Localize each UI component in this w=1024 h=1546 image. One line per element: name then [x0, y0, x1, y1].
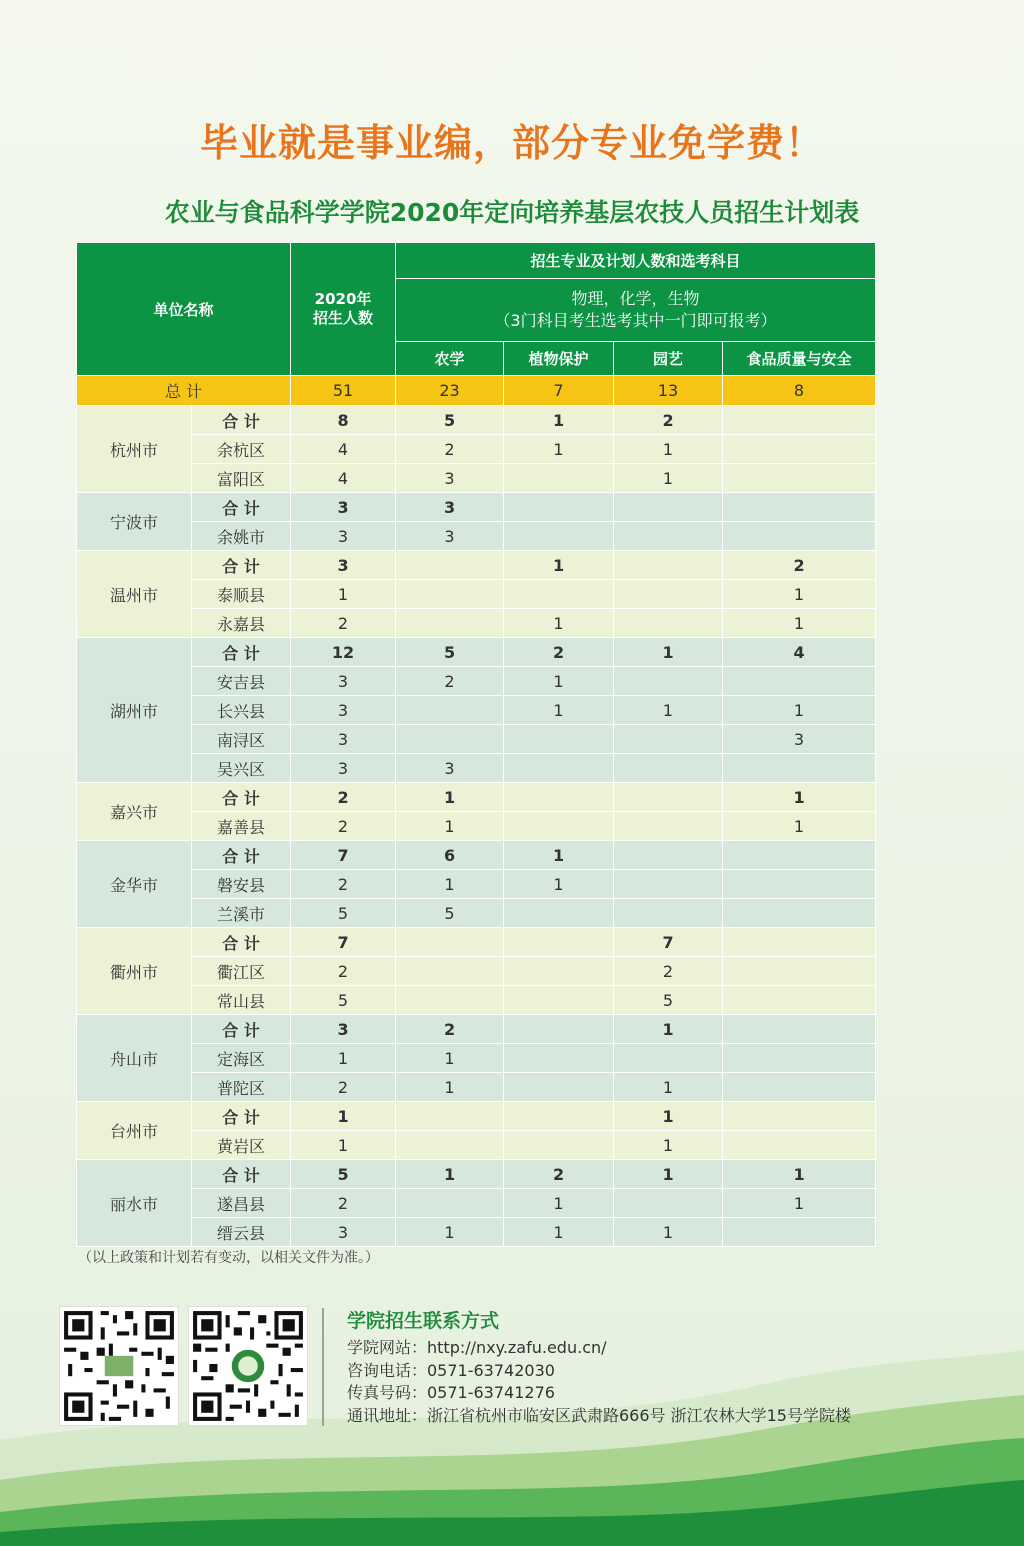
count-cell	[504, 464, 614, 493]
count-cell: 3	[396, 754, 504, 783]
count-cell: 1	[504, 1189, 614, 1218]
total-cell: 8	[723, 376, 876, 406]
count-cell: 1	[504, 609, 614, 638]
count-cell: 1	[614, 435, 723, 464]
count-cell	[504, 1102, 614, 1131]
row-label: 合 计	[192, 493, 291, 522]
count-cell: 1	[396, 1073, 504, 1102]
subjects-line2: （3门科目考生选考其中一门即可报考）	[494, 311, 777, 330]
count-cell: 1	[614, 1073, 723, 1102]
enrollment-count-header	[291, 243, 396, 376]
district-row	[77, 667, 876, 696]
policy-note: （以上政策和计划若有变动，以相关文件为准。）	[78, 1250, 379, 1266]
row-label: 遂昌县	[192, 1189, 291, 1218]
count-cell	[614, 1189, 723, 1218]
count-cell	[504, 725, 614, 754]
count-cell	[504, 1015, 614, 1044]
count-cell	[723, 435, 876, 464]
count-cell	[396, 928, 504, 957]
count-cell	[614, 725, 723, 754]
count-cell: 1	[291, 580, 396, 609]
count-cell: 1	[614, 464, 723, 493]
count-cell: 1	[723, 812, 876, 841]
count-cell: 5	[396, 638, 504, 667]
count-cell: 1	[396, 1160, 504, 1189]
count-cell	[614, 754, 723, 783]
count-cell: 1	[614, 1015, 723, 1044]
contact-fax: 传真号码：0571-63741276	[347, 1383, 555, 1402]
count-cell: 3	[396, 522, 504, 551]
major-group-header: 招生专业及计划人数和选考科目	[396, 243, 876, 279]
contact-phone: 咨询电话：0571-63742030	[347, 1360, 555, 1380]
count-cell: 2	[614, 957, 723, 986]
count-cell	[614, 551, 723, 580]
contact-divider	[322, 1308, 324, 1426]
count-cell: 2	[614, 406, 723, 435]
count-cell	[723, 1218, 876, 1247]
district-row	[77, 725, 876, 754]
count-cell: 1	[504, 667, 614, 696]
count-cell	[504, 928, 614, 957]
count-cell: 1	[614, 638, 723, 667]
count-cell: 1	[396, 812, 504, 841]
count-cell	[723, 841, 876, 870]
count-cell: 3	[291, 551, 396, 580]
count-cell	[614, 1044, 723, 1073]
row-label: 嘉善县	[192, 812, 291, 841]
row-label: 定海区	[192, 1044, 291, 1073]
grand-total-row	[77, 376, 876, 406]
count-cell: 2	[291, 783, 396, 812]
count-cell	[504, 957, 614, 986]
count-cell: 2	[291, 609, 396, 638]
district-row	[77, 609, 876, 638]
count-cell: 1	[504, 406, 614, 435]
count-cell: 1	[723, 696, 876, 725]
subjects-header	[396, 279, 876, 342]
enrollment-header-line1: 2020年	[314, 290, 372, 308]
headline: 毕业就是事业编，部分专业免学费！	[199, 121, 824, 165]
city-subtotal-row	[77, 1102, 876, 1131]
count-cell	[504, 899, 614, 928]
count-cell	[614, 667, 723, 696]
district-row	[77, 1218, 876, 1247]
city-subtotal-row	[77, 1015, 876, 1044]
total-cell: 13	[614, 376, 723, 406]
count-cell: 3	[291, 725, 396, 754]
count-cell: 2	[291, 957, 396, 986]
total-cell: 7	[504, 376, 614, 406]
page-title: 农业与食品科学学院2020年定向培养基层农技人员招生计划表	[164, 198, 860, 227]
count-cell: 7	[291, 841, 396, 870]
count-cell	[396, 696, 504, 725]
row-label: 合 计	[192, 1015, 291, 1044]
count-cell: 3	[291, 493, 396, 522]
district-row	[77, 754, 876, 783]
count-cell: 5	[291, 1160, 396, 1189]
count-cell: 2	[504, 1160, 614, 1189]
count-cell: 3	[291, 1218, 396, 1247]
row-label: 余杭区	[192, 435, 291, 464]
row-label: 长兴县	[192, 696, 291, 725]
count-cell	[723, 1131, 876, 1160]
count-cell	[504, 1073, 614, 1102]
count-cell: 1	[291, 1102, 396, 1131]
row-label: 合 计	[192, 928, 291, 957]
count-cell: 1	[396, 870, 504, 899]
city-subtotal-row	[77, 928, 876, 957]
enrollment-plan-table	[76, 242, 876, 1247]
count-cell: 8	[291, 406, 396, 435]
city-subtotal-row	[77, 841, 876, 870]
row-label: 永嘉县	[192, 609, 291, 638]
city-name: 台州市	[77, 1102, 192, 1160]
city-subtotal-row	[77, 551, 876, 580]
count-cell: 3	[396, 493, 504, 522]
city-subtotal-row	[77, 638, 876, 667]
city-name: 嘉兴市	[77, 783, 192, 841]
total-label: 总 计	[77, 376, 291, 406]
count-cell	[396, 551, 504, 580]
count-cell	[396, 1189, 504, 1218]
district-row	[77, 464, 876, 493]
count-cell	[723, 406, 876, 435]
district-row	[77, 1131, 876, 1160]
count-cell: 1	[396, 783, 504, 812]
row-label: 衢江区	[192, 957, 291, 986]
count-cell	[396, 580, 504, 609]
count-cell	[504, 493, 614, 522]
count-cell	[504, 812, 614, 841]
row-label: 常山县	[192, 986, 291, 1015]
row-label: 合 计	[192, 841, 291, 870]
total-cell: 51	[291, 376, 396, 406]
district-row	[77, 435, 876, 464]
city-name: 丽水市	[77, 1160, 192, 1247]
count-cell: 3	[291, 667, 396, 696]
count-cell: 1	[723, 609, 876, 638]
count-cell: 5	[291, 986, 396, 1015]
count-cell	[614, 899, 723, 928]
count-cell: 1	[723, 580, 876, 609]
district-row	[77, 1073, 876, 1102]
count-cell: 1	[723, 1189, 876, 1218]
count-cell: 3	[291, 522, 396, 551]
count-cell: 3	[723, 725, 876, 754]
count-cell: 1	[723, 1160, 876, 1189]
count-cell	[504, 783, 614, 812]
row-label: 黄岩区	[192, 1131, 291, 1160]
row-label: 余姚市	[192, 522, 291, 551]
row-label: 安吉县	[192, 667, 291, 696]
count-cell	[614, 609, 723, 638]
count-cell	[504, 754, 614, 783]
count-cell: 2	[723, 551, 876, 580]
count-cell: 3	[291, 754, 396, 783]
row-label: 泰顺县	[192, 580, 291, 609]
count-cell: 1	[504, 551, 614, 580]
district-row	[77, 986, 876, 1015]
city-name: 宁波市	[77, 493, 192, 551]
row-label: 合 计	[192, 638, 291, 667]
count-cell	[396, 957, 504, 986]
enrollment-header-line2: 招生人数	[313, 309, 374, 327]
count-cell	[723, 899, 876, 928]
count-cell: 7	[614, 928, 723, 957]
count-cell: 1	[504, 841, 614, 870]
count-cell	[396, 1131, 504, 1160]
count-cell: 1	[614, 1218, 723, 1247]
district-row	[77, 870, 876, 899]
count-cell: 1	[396, 1218, 504, 1247]
major-header-plant-protection: 植物保护	[504, 342, 614, 376]
count-cell: 2	[291, 1073, 396, 1102]
count-cell	[723, 957, 876, 986]
major-header-horticulture: 园艺	[614, 342, 723, 376]
count-cell: 2	[291, 1189, 396, 1218]
qr-code-icon	[59, 1306, 179, 1426]
count-cell: 2	[291, 812, 396, 841]
count-cell: 6	[396, 841, 504, 870]
count-cell: 2	[504, 638, 614, 667]
contact-title: 学院招生联系方式	[347, 1310, 500, 1332]
row-label: 兰溪市	[192, 899, 291, 928]
count-cell: 4	[291, 435, 396, 464]
row-label: 合 计	[192, 406, 291, 435]
count-cell: 1	[614, 1102, 723, 1131]
count-cell	[723, 667, 876, 696]
count-cell: 1	[504, 435, 614, 464]
count-cell: 1	[504, 870, 614, 899]
major-header-food-safety: 食品质量与安全	[723, 342, 876, 376]
contact-info	[347, 1306, 851, 1427]
count-cell	[723, 754, 876, 783]
count-cell: 4	[291, 464, 396, 493]
count-cell	[723, 1015, 876, 1044]
count-cell	[723, 464, 876, 493]
count-cell: 1	[291, 1131, 396, 1160]
district-row	[77, 1189, 876, 1218]
count-cell: 1	[291, 1044, 396, 1073]
row-label: 普陀区	[192, 1073, 291, 1102]
city-name: 杭州市	[77, 406, 192, 493]
subjects-line1: 物理，化学，生物	[571, 289, 700, 308]
district-row	[77, 957, 876, 986]
count-cell: 5	[291, 899, 396, 928]
count-cell: 4	[723, 638, 876, 667]
count-cell	[723, 986, 876, 1015]
contact-address: 通讯地址：浙江省杭州市临安区武肃路666号 浙江农林大学15号学院楼	[347, 1405, 851, 1425]
district-row	[77, 696, 876, 725]
count-cell	[504, 1044, 614, 1073]
count-cell: 7	[291, 928, 396, 957]
count-cell	[723, 1102, 876, 1131]
count-cell: 5	[614, 986, 723, 1015]
city-subtotal-row	[77, 406, 876, 435]
row-label: 磐安县	[192, 870, 291, 899]
count-cell: 3	[396, 464, 504, 493]
count-cell: 12	[291, 638, 396, 667]
count-cell	[723, 1073, 876, 1102]
row-label: 合 计	[192, 551, 291, 580]
city-name: 湖州市	[77, 638, 192, 783]
count-cell	[396, 1102, 504, 1131]
unit-name-header: 单位名称	[77, 243, 291, 376]
count-cell	[396, 609, 504, 638]
count-cell	[723, 928, 876, 957]
count-cell	[614, 812, 723, 841]
total-cell: 23	[396, 376, 504, 406]
row-label: 南浔区	[192, 725, 291, 754]
count-cell: 1	[396, 1044, 504, 1073]
count-cell: 2	[396, 667, 504, 696]
count-cell: 1	[614, 1131, 723, 1160]
count-cell	[614, 580, 723, 609]
count-cell	[723, 493, 876, 522]
count-cell	[614, 493, 723, 522]
count-cell	[504, 1131, 614, 1160]
count-cell	[504, 986, 614, 1015]
count-cell	[614, 841, 723, 870]
count-cell	[504, 580, 614, 609]
count-cell: 1	[504, 1218, 614, 1247]
city-name: 金华市	[77, 841, 192, 928]
count-cell	[723, 522, 876, 551]
count-cell	[614, 522, 723, 551]
row-label: 富阳区	[192, 464, 291, 493]
count-cell	[723, 1044, 876, 1073]
row-label: 合 计	[192, 1102, 291, 1131]
count-cell	[723, 870, 876, 899]
qr-code-icon	[188, 1306, 308, 1426]
count-cell	[396, 986, 504, 1015]
count-cell: 1	[614, 696, 723, 725]
row-label: 合 计	[192, 783, 291, 812]
city-subtotal-row	[77, 783, 876, 812]
count-cell	[614, 783, 723, 812]
count-cell: 2	[396, 1015, 504, 1044]
district-row	[77, 812, 876, 841]
count-cell: 3	[291, 1015, 396, 1044]
row-label: 吴兴区	[192, 754, 291, 783]
count-cell: 3	[291, 696, 396, 725]
city-name: 温州市	[77, 551, 192, 638]
count-cell: 5	[396, 406, 504, 435]
district-row	[77, 1044, 876, 1073]
contact-website[interactable]: 学院网站：http://nxy.zafu.edu.cn/	[347, 1338, 607, 1357]
district-row	[77, 899, 876, 928]
count-cell: 1	[723, 783, 876, 812]
city-subtotal-row	[77, 1160, 876, 1189]
count-cell: 5	[396, 899, 504, 928]
count-cell: 2	[396, 435, 504, 464]
city-subtotal-row	[77, 493, 876, 522]
city-name: 衢州市	[77, 928, 192, 1015]
district-row	[77, 580, 876, 609]
district-row	[77, 522, 876, 551]
row-label: 缙云县	[192, 1218, 291, 1247]
count-cell	[614, 870, 723, 899]
count-cell: 1	[504, 696, 614, 725]
city-name: 舟山市	[77, 1015, 192, 1102]
count-cell: 2	[291, 870, 396, 899]
row-label: 合 计	[192, 1160, 291, 1189]
major-header-agronomy: 农学	[396, 342, 504, 376]
count-cell	[396, 725, 504, 754]
count-cell	[504, 522, 614, 551]
count-cell: 1	[614, 1160, 723, 1189]
